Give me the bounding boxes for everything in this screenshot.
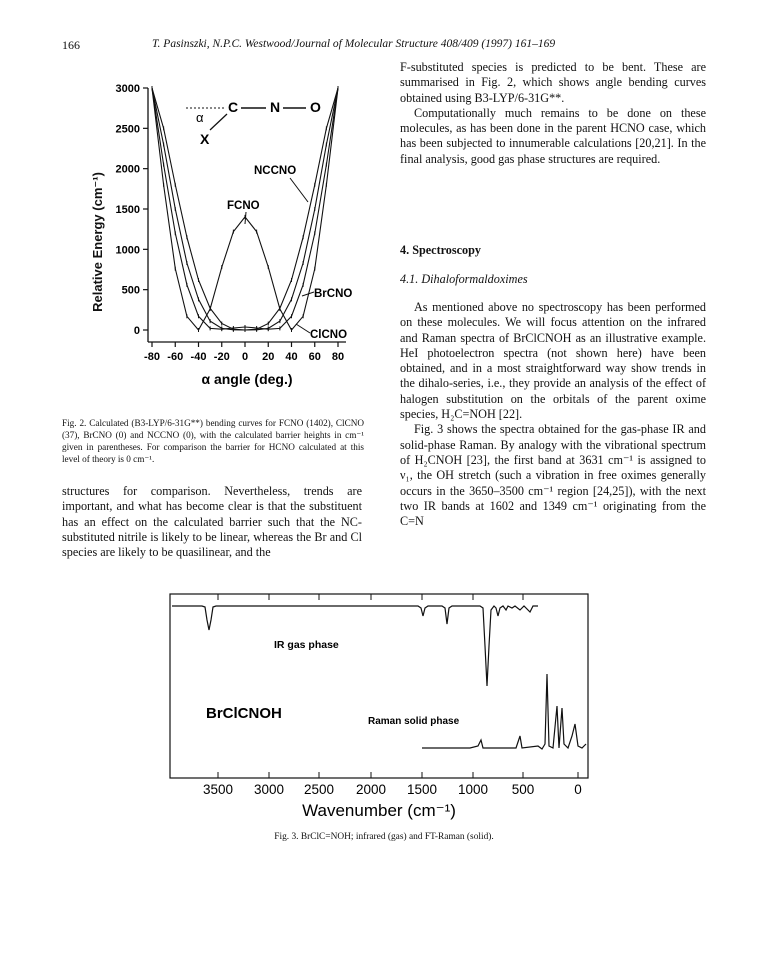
figure-2-caption: Fig. 2. Calculated (B3-LYP/6-31G**) bending curves for FCNO (1402), ClCNO (37), BrCNO (0) and NCCNO (0), with the calculated barrier heights in cm⁻¹ given in parentheses. For comparison the barrier for HCNO calculated at this level of theory is 0 cm⁻¹. (62, 418, 364, 464)
ir-spectrum-line (172, 606, 538, 686)
label-fcno: FCNO (227, 200, 260, 212)
raman-solid-phase-label: Raman solid phase (368, 716, 460, 727)
x-tick-label: 40 (285, 351, 298, 363)
y-tick-label: 500 (121, 284, 140, 297)
y-tick-label: 2500 (115, 123, 140, 136)
inset-alpha: α (196, 110, 204, 125)
fig3-xlabel: Wavenumber (cm⁻¹) (302, 801, 456, 820)
y-tick-label: 3000 (115, 83, 140, 95)
paragraph-1: F-substituted species is predicted to be bent. These are summarised in Fig. 2, which shows angle bending curves obtained using B3-LYP/6-31G**. (400, 60, 706, 105)
fig3-tick-label: 1000 (457, 782, 489, 797)
page-number: 166 (62, 38, 80, 52)
fig2-ylabel: Relative Energy (cm⁻¹) (90, 172, 105, 312)
paragraph-4: Fig. 3 shows the spectra obtained for the gas-phase IR and solid-phase Raman. By analogy with the vibrational spectrum of H₂CNOH [23], the first band at 3631 cm⁻¹ is assigned to ν₁, the OH stretch (such a vibration in free oximes generally occurs in the 3650–3500 cm⁻¹ region [24,25]), with the next two IR bands at 1602 and 1349 cm⁻¹ originating from the C=N (400, 422, 706, 529)
fig3-x-ticks (203, 772, 582, 797)
right-column-top (400, 60, 706, 167)
inset-o: O (310, 99, 321, 115)
figure-3-spectra (160, 586, 600, 826)
fig3-tick-label: 0 (574, 782, 582, 797)
running-title: T. Pasinszki, N.P.C. Westwood/Journal of Molecular Structure 408/409 (1997) 161–169 (152, 38, 556, 50)
fig2-xlabel: α angle (deg.) (201, 371, 293, 387)
right-column-body (400, 300, 706, 529)
inset-n: N (270, 99, 281, 115)
x-tick-label: 80 (331, 351, 345, 363)
raman-spectrum-line (422, 674, 586, 749)
fig2-y-ticks (116, 83, 148, 337)
left-column-text: structures for comparison. Nevertheless, trends are important, and what has become clear is that the substituent has an effect on the calculated barrier such that the NC-substituted nitrile is likely to be linear, whereas the Br and Cl species are likely to be quasilinear, and the (62, 484, 362, 560)
label-clcno: ClCNO (310, 329, 348, 341)
fig3-top-ticks (218, 594, 523, 600)
paragraph-2: Computationally much remains to be done on these molecules, as has been done in the parent HCNO case, which has been subjected to innumerable calculations [20,21]. In the final analysis, good gas phase structures are required. (400, 105, 706, 166)
inset-c: C (228, 99, 239, 115)
label-nccno: NCCNO (254, 165, 297, 177)
x-tick-label: 0 (241, 351, 249, 363)
ir-gas-phase-label: IR gas phase (274, 639, 339, 651)
y-tick-label: 1500 (115, 204, 140, 216)
fig3-tick-label: 2000 (355, 782, 387, 797)
fig3-tick-label: 3500 (202, 782, 234, 797)
compound-label: BrClCNOH (206, 705, 282, 722)
inset-x: X (200, 131, 210, 147)
paragraph-3: As mentioned above no spectroscopy has been performed on these molecules. We will focus attention on the infrared and Raman spectra of BrClCNOH as an illustrative example. HeI photoelectron spectra (not shown here) have been obtained, and in a most straightforward way show trends in the dihalo-series, i.e., they provide an analysis of the effect of halogen substitution on the orbitals of the parent oxime species, H₂C=NOH [22]. (400, 300, 706, 422)
x-tick-label: 20 (262, 351, 275, 363)
fig2-x-ticks (144, 342, 344, 363)
y-tick-label: 1000 (115, 244, 140, 257)
fig3-tick-label: 1500 (406, 782, 438, 797)
y-tick-label: 2000 (115, 163, 140, 176)
x-tick-label: -80 (144, 351, 160, 363)
figure-2-chart (60, 62, 380, 422)
figure-3-caption: Fig. 3. BrClC=NOH; infrared (gas) and FT-Raman (solid). (274, 832, 494, 842)
x-tick-label: 60 (308, 351, 321, 363)
x-tick-label: -60 (167, 351, 184, 363)
fig3-tick-label: 500 (511, 782, 535, 797)
y-tick-label: 0 (133, 325, 140, 337)
x-tick-label: -20 (213, 351, 230, 363)
x-tick-label: -40 (190, 351, 207, 363)
subsection-heading: 4.1. Dihaloformaldoximes (400, 272, 528, 286)
fig3-tick-label: 3000 (253, 782, 285, 797)
fig3-tick-label: 2500 (303, 782, 335, 797)
section-heading: 4. Spectroscopy (400, 243, 482, 257)
label-brcno: BrCNO (314, 288, 353, 300)
